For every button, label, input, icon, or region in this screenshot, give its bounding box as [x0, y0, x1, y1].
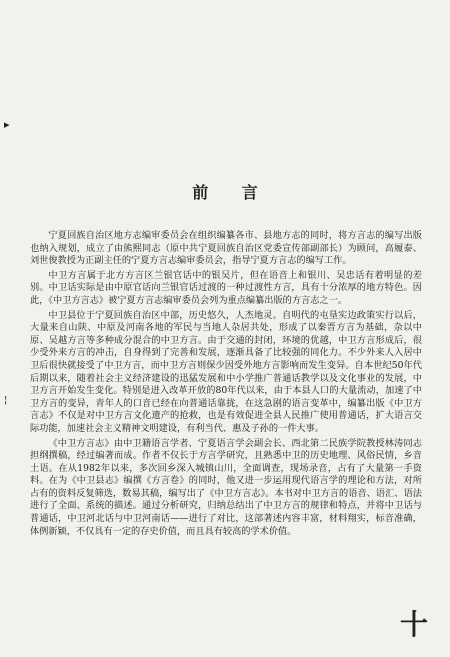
paragraph: 《中卫方言志》由中卫籍语言学者、宁夏语言学会副会长、西北第二民族学院教授林涛同志担纲撰稿，经过编著而成。作者不仅长于方言学研究，且熟悉中卫的历史地理、风俗民情，乡音土语。在从1982年以来，多次回乡深入城镇山川，全面调查，现场录音，占有了大量第一手资料。在为《中卫县志》编撰《方言卷》的同时，他又进一步运用现代语言学的理论和方法，对所占有的资料反复筛选，数易其稿，编写出了《中卫方言志》。本书对中卫方言的语音、语汇、语法进行了全面、系统的描述。通过分析研究，归纳总结出了中卫方言的规律和特点，并将中卫话与普通话，中卫河北话与中卫河南话——进行了对比，这部著述内容丰富，材料翔实，标音准确，体例新颖，不仅具有一定的存史价值，而且具有较高的学术价值。: [30, 437, 422, 537]
paragraph: 宁夏回族自治区地方志编审委员会在组织编纂各市、县地方志的同时，将方言志的编写出版也纳入规划，成立了由熊熙同志（原中共宁夏回族自治区党委宣传部副部长）为顾问，高履泰、刘世俊教授为正副主任的宁夏方言志编审委员会，指导宁夏方言志的编写工作。: [30, 230, 422, 267]
paragraph: 中卫县位于宁夏回族自治区中部，历史悠久，人杰地灵。自明代的屯垦实边政策实行以后，大量来自山陕、中原及河南各地的军民与当地人杂居共处，形成了以秦晋方言为基础，杂以中原、吴越方言等多种成分混合的中卫方言。由于交通的封闭，环境的优越，中卫方言形成后，很少受外来方言的冲击，自身得到了完善和发展，逐渐具备了比较强的同化力。不少外来人入居中卫后很快就接受了中卫方言，而中卫方言则保少因受外地方言影响而发生变异。自本世纪50年代后期以来，随着社会主义经济建设的迅猛发展和中小学推广普通话教学以及文化事业的发展，中卫方言开始发生变化。特别是进入改革开放的80年代以来，由于本县人口的大量流动，加速了中卫方言的变异，青年人的口音已经在向普通话靠拢，在这急剧的语言变革中，编纂出版《中卫方言志》不仅是对中卫方言文化遗产的抢救，也是有效促进全县人民推广使用普通话，扩大语言交际功能，加速社会主义精神文明建设，有利当代、惠及子孙的一件大事。: [30, 309, 422, 434]
margin-mark-top-left: ▸: [4, 118, 10, 131]
margin-mark-bottom-right: 十: [399, 608, 428, 641]
page-title: 前 言: [192, 183, 272, 202]
paragraph: 中卫方言属于北方方言区兰银官话中的银吴片，但在语音上和银川、吴忠话有着明显的差别。中卫话实际是由中原官话向兰银官话过渡的一种过渡性方言，具有十分浓厚的地方特色。因此，《中卫方言志》被宁夏方言志编审委员会列为重点编纂出版的方言志之一。: [30, 269, 422, 306]
preface-body: [30, 230, 422, 540]
margin-mark-middle-left: ¦: [4, 395, 8, 406]
